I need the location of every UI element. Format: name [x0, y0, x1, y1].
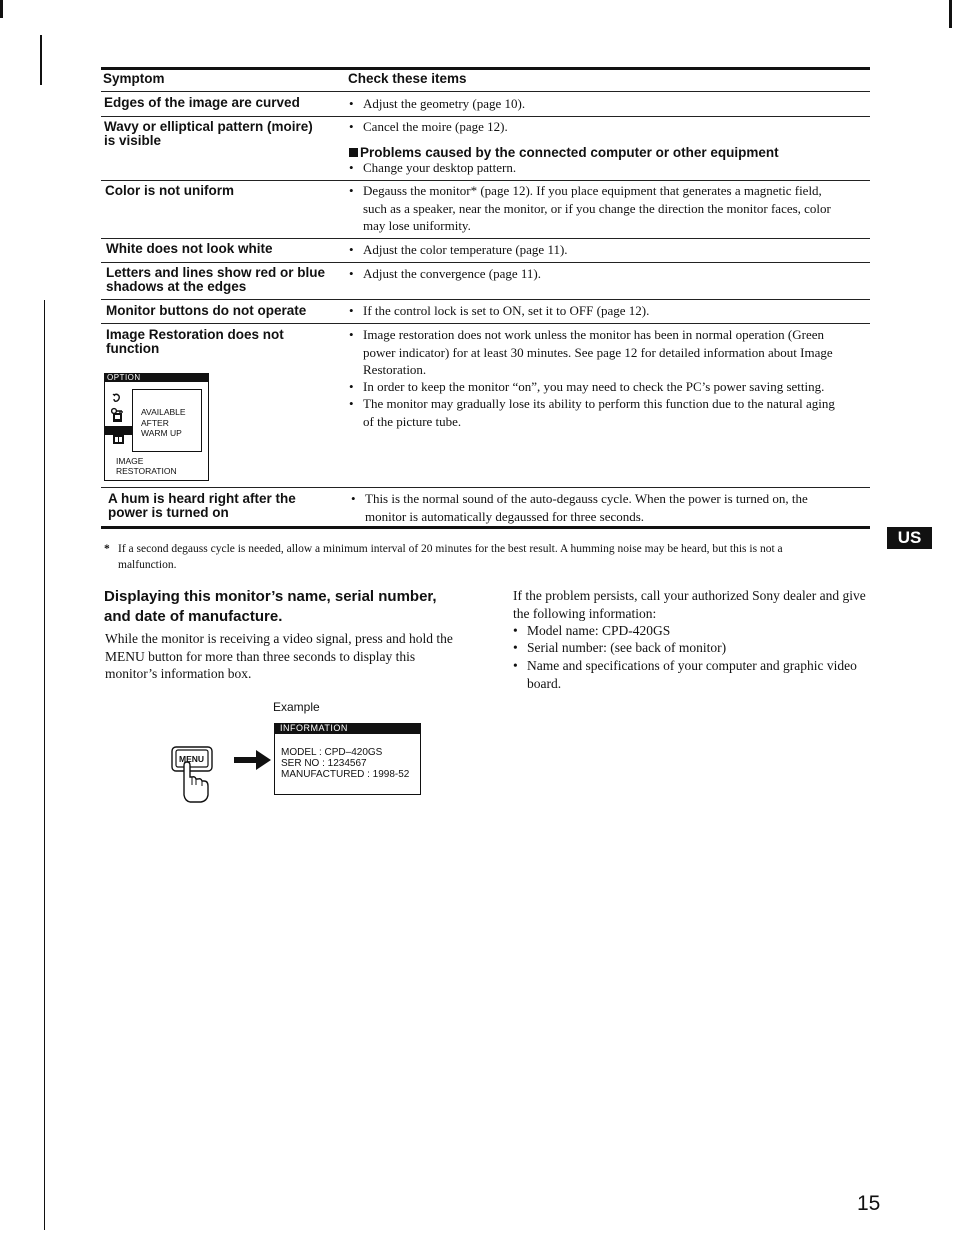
info-line: MODEL : CPD–420GS: [281, 747, 383, 758]
check-text: Adjust the convergence (page 11).: [363, 266, 541, 281]
check-text: This is the normal sound of the auto-degauss cycle. When the power is turned on, the: [365, 491, 808, 506]
arrow-right-icon: [234, 749, 272, 771]
info-line: SER NO : 1234567: [281, 758, 367, 769]
us-language-tab: US: [887, 527, 932, 549]
osd-caption: [116, 456, 177, 476]
symptom-line: A hum is heard right after the: [108, 491, 296, 506]
subsection-heading: [349, 145, 779, 160]
symptom-line: Wavy or elliptical pattern (moire): [104, 119, 313, 134]
symptom-convergence: [106, 266, 325, 294]
symptom-buttons: Monitor buttons do not operate: [106, 303, 307, 318]
check-text: The monitor may gradually lose its ability to perform this function due to the natural aging: [363, 396, 835, 411]
dealer-item-text: Serial number: (see back of monitor): [527, 640, 727, 655]
check-text: Degauss the monitor* (page 12). If you place equipment that generates a magnetic field,: [363, 183, 822, 198]
monitor-icon: [113, 413, 122, 422]
footnote-line: If a second degauss cycle is needed, allow a minimum interval of 20 minutes for the best result. A humming noise may be heard, but this is not a: [118, 543, 783, 555]
left-edge-mark: [0, 0, 3, 18]
osd-line: AVAILABLE: [141, 407, 186, 417]
body-line: MENU button for more than three seconds to display this: [105, 648, 416, 664]
bullet: •: [349, 119, 354, 134]
table-top-rule: [101, 67, 870, 70]
degauss-icon: [112, 390, 122, 400]
menu-button-press-icon: [170, 745, 220, 805]
section-title-line: and date of manufacture.: [104, 608, 283, 625]
check-text: monitor is automatically degaussed for three seconds.: [365, 508, 645, 524]
row-rule: [101, 323, 870, 324]
symptom-moire: [104, 120, 313, 148]
info-title-bar: [274, 723, 421, 734]
bullet: •: [349, 379, 354, 394]
symptom-line: is visible: [104, 133, 162, 148]
symptom-white: White does not look white: [106, 241, 273, 256]
footnote-line: malfunction.: [118, 559, 177, 571]
row-rule: [101, 116, 870, 117]
osd-line: WARM UP: [141, 428, 182, 438]
bullet: •: [513, 623, 518, 638]
subsection-title: Problems caused by the connected computer or other equipment: [360, 145, 779, 160]
check-text: may lose uniformity.: [363, 218, 471, 233]
row-rule: [101, 487, 870, 488]
example-label: Example: [273, 700, 320, 714]
dealer-intro-line: the following information:: [513, 605, 657, 621]
left-binding-line: [44, 300, 45, 1230]
bullet: •: [349, 327, 354, 342]
row-rule: [101, 299, 870, 300]
row-rule: [101, 238, 870, 239]
check-text: If the control lock is set to ON, set it to OFF (page 12).: [363, 303, 650, 318]
osd-caption-line: IMAGE: [116, 456, 144, 466]
section-title-line: Displaying this monitor’s name, serial number,: [104, 588, 437, 605]
bullet: •: [349, 183, 354, 198]
symptom-line: function: [106, 341, 160, 356]
osd-submenu-box: [132, 389, 202, 452]
option-osd: [104, 373, 209, 481]
bullet: •: [349, 160, 354, 175]
row-rule: [101, 262, 870, 263]
symptom-color-uniform: Color is not uniform: [105, 183, 234, 198]
menu-button-label: MENU: [179, 754, 205, 764]
bullet: •: [513, 640, 518, 655]
osd-caption-line: RESTORATION: [116, 466, 177, 476]
check-text: Cancel the moire (page 12).: [363, 119, 508, 134]
bullet: •: [349, 242, 354, 257]
symptom-line: shadows at the edges: [106, 279, 247, 294]
symptom-line: power is turned on: [108, 505, 229, 520]
section-title: [104, 587, 437, 627]
info-line: MANUFACTURED : 1998-52: [281, 769, 410, 780]
osd-title-bar: [104, 373, 209, 382]
dealer-intro-line: If the problem persists, call your authorized Sony dealer and give: [513, 588, 866, 603]
dealer-item-text: board.: [527, 675, 562, 691]
body-line: monitor’s information box.: [105, 666, 252, 681]
bullet: •: [351, 491, 356, 506]
check-text: power indicator) for at least 30 minutes. See page 12 for detailed information about Image: [363, 344, 833, 360]
check-text: Restoration.: [363, 362, 427, 377]
symptom-line: Image Restoration does not: [106, 327, 284, 342]
symptom-image-restoration: [106, 328, 284, 356]
symptom-hum: [108, 492, 296, 520]
info-title: INFORMATION: [280, 723, 348, 733]
key-lock-icon: [111, 402, 123, 410]
osd-title: OPTION: [107, 373, 141, 382]
square-bullet: [349, 148, 358, 157]
osd-line: AFTER: [141, 417, 169, 428]
check-text: Adjust the geometry (page 10).: [363, 96, 526, 111]
row-rule: [101, 91, 870, 92]
check-text: Adjust the color temperature (page 11).: [363, 242, 568, 257]
bullet: •: [349, 266, 354, 281]
symptom-header: Symptom: [103, 71, 165, 86]
bullet: •: [349, 396, 354, 411]
image-restoration-icon: [113, 435, 124, 444]
body-line: While the monitor is receiving a video signal, press and hold the: [105, 631, 453, 646]
dealer-item-text: Model name: CPD-420GS: [527, 623, 671, 638]
left-binding-line: [40, 35, 42, 85]
selection-highlight: [104, 426, 132, 435]
symptom-line: Letters and lines show red or blue: [106, 265, 326, 280]
table-bottom-rule: [101, 526, 870, 529]
right-edge-mark: [949, 0, 952, 28]
row-rule: [101, 180, 870, 181]
footnote-mark: *: [104, 543, 110, 555]
bullet: •: [349, 96, 354, 111]
dealer-item-text: Name and specifications of your computer and graphic video: [527, 658, 857, 673]
dealer-intro: [513, 587, 866, 622]
symptom-edges-curved: Edges of the image are curved: [104, 95, 300, 110]
check-text: In order to keep the monitor “on”, you may need to check the PC’s power saving setting.: [363, 379, 825, 394]
check-text: such as a speaker, near the monitor, or if you change the direction the monitor faces, color: [363, 200, 831, 216]
information-osd: [274, 723, 421, 795]
bullet: •: [349, 303, 354, 318]
check-header: Check these items: [348, 71, 467, 86]
section-body: [105, 630, 453, 683]
check-text: Change your desktop pattern.: [363, 160, 517, 175]
check-text: of the picture tube.: [363, 413, 462, 429]
bullet: •: [513, 658, 518, 673]
check-text: Image restoration does not work unless the monitor has been in normal operation (Green: [363, 327, 825, 342]
page-number: 15: [857, 1192, 881, 1215]
